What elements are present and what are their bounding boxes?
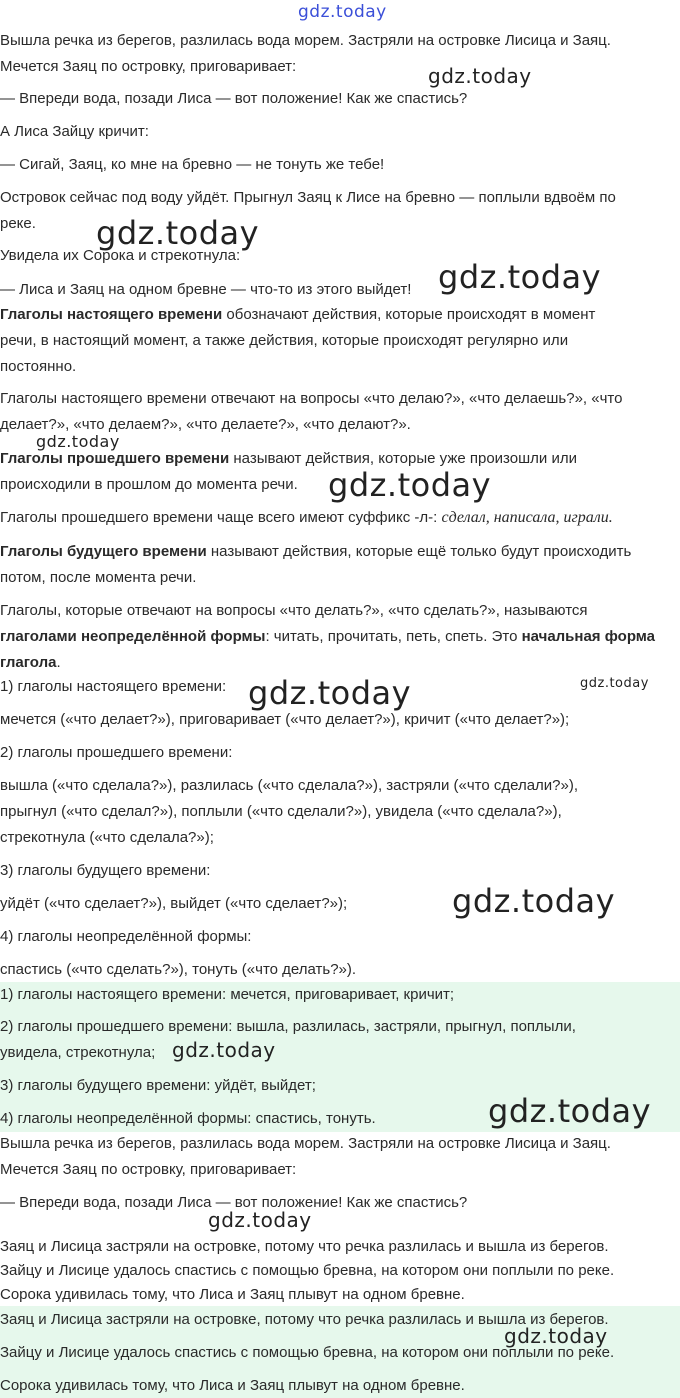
theory-line: Глаголы, которые отвечают на вопросы «что делать?», «что сделать?», называются [0, 602, 588, 619]
period: . [56, 654, 61, 671]
watermark: gdz.today [504, 1324, 608, 1348]
watermark: gdz.today [248, 674, 412, 712]
breakdown-line: 3) глаголы будущего времени: [0, 862, 211, 879]
watermark: gdz.today [488, 1092, 652, 1130]
past-tense-term: Глаголы прошедшего времени [0, 450, 230, 467]
theory-future-line [0, 542, 631, 562]
initial-form-term-end: глагола [0, 654, 57, 671]
suffix-text: Глаголы прошедшего времени чаще всего имеют суффикс -л-: [0, 509, 442, 526]
story-line: Мечется Заяц по островку, приговаривает: [0, 58, 297, 75]
watermark: gdz.today [428, 64, 532, 88]
watermark: gdz.today [328, 466, 492, 504]
story-repeat-line: Вышла речка из берегов, разлилась вода морем. Застряли на островке Лисица и Заяц. [0, 1135, 611, 1152]
breakdown-line: уйдёт («что сделает?»), выйдет («что сделает?»); [0, 895, 348, 912]
breakdown-line: прыгнул («что сделал?»), поплыли («что сделали?»), увидела («что сделала?»), [0, 803, 562, 820]
theory-present-line [0, 305, 595, 325]
watermark: gdz.today [452, 882, 616, 920]
theory-line: постоянно. [0, 358, 77, 375]
infinitive-text: : читать, прочитать, петь, спеть. Это [265, 628, 522, 645]
watermark: gdz.today [438, 258, 602, 296]
story-line: реке. [0, 215, 36, 232]
present-tense-text: обозначают действия, которые происходят в момент [222, 306, 596, 323]
answer-line: 1) глаголы настоящего времени: мечется, приговаривает, кричит; [0, 986, 455, 1003]
breakdown-line: мечется («что делает?»), приговаривает («что делает?»), кричит («что делает?»); [0, 711, 570, 728]
summary-line: Сорока удивилась тому, что Лиса и Заяц плывут на одном бревне. [0, 1286, 465, 1303]
future-tense-term: Глаголы будущего времени [0, 543, 207, 560]
answer-line: 4) глаголы неопределённой формы: спастись, тонуть. [0, 1110, 376, 1127]
watermark: gdz.today [208, 1208, 312, 1232]
theory-infinitive-line-2 [0, 653, 61, 673]
watermark: gdz.today [298, 2, 387, 22]
story-line: А Лиса Зайцу кричит: [0, 123, 149, 140]
story-line: — Впереди вода, позади Лиса — вот положение! Как же спастись? [0, 90, 468, 107]
breakdown-line: спастись («что сделать?»), тонуть («что делать?»). [0, 961, 357, 978]
future-tense-text: называют действия, которые ещё только будут происходить [206, 543, 632, 560]
watermark: gdz.today [172, 1038, 276, 1062]
watermark: gdz.today [96, 214, 260, 252]
present-tense-term: Глаголы настоящего времени [0, 306, 223, 323]
breakdown-line: 1) глаголы настоящего времени: [0, 678, 227, 695]
initial-form-term: начальная форма [521, 628, 656, 645]
story-line: Островок сейчас под воду уйдёт. Прыгнул Заяц к Лисе на бревно — поплыли вдвоём по [0, 189, 616, 206]
infinitive-term: глаголами неопределённой формы [0, 628, 266, 645]
summary-line: Зайцу и Лисице удалось спастись с помощью бревна, на котором они поплыли по реке. [0, 1262, 615, 1279]
theory-suffix-line [0, 508, 613, 528]
breakdown-line: вышла («что сделала?»), разлилась («что сделала?»), застряли («что сделали?»), [0, 777, 579, 794]
breakdown-line: 4) глаголы неопределённой формы: [0, 928, 252, 945]
suffix-examples: сделал, написала, играли. [441, 509, 613, 526]
theory-line: Глаголы настоящего времени отвечают на вопросы «что делаю?», «что делаешь?», «что [0, 390, 623, 407]
watermark: gdz.today [580, 676, 649, 691]
breakdown-line: 2) глаголы прошедшего времени: [0, 744, 233, 761]
story-line: Увидела их Сорока и стрекотнула: [0, 247, 241, 264]
story-line: Вышла речка из берегов, разлилась вода морем. Застряли на островке Лисица и Заяц. [0, 32, 611, 49]
watermark: gdz.today [36, 432, 120, 451]
answer-line: 2) глаголы прошедшего времени: вышла, разлилась, застряли, прыгнул, поплыли, [0, 1018, 576, 1035]
theory-line: потом, после момента речи. [0, 569, 197, 586]
answer-line: Зайцу и Лисице удалось спастись с помощью бревна, на котором они поплыли по реке. [0, 1344, 615, 1361]
story-repeat-line: — Впереди вода, позади Лиса — вот положение! Как же спастись? [0, 1194, 468, 1211]
summary-line: Заяц и Лисица застряли на островке, потому что речка разлилась и вышла из берегов. [0, 1238, 609, 1255]
past-tense-text: называют действия, которые уже произошли или [229, 450, 577, 467]
breakdown-line: стрекотнула («что сделала?»); [0, 829, 214, 846]
story-line: — Лиса и Заяц на одном бревне — что-то из этого выйдет! [0, 281, 412, 298]
theory-line: происходили в прошлом до момента речи. [0, 476, 298, 493]
answer-line: Сорока удивилась тому, что Лиса и Заяц плывут на одном бревне. [0, 1377, 465, 1394]
theory-infinitive-line [0, 627, 655, 647]
theory-line: речи, в настоящий момент, а также действия, которые происходят регулярно или [0, 332, 569, 349]
answer-line: увидела, стрекотнула; [0, 1044, 156, 1061]
story-repeat-line: Мечется Заяц по островку, приговаривает: [0, 1161, 297, 1178]
theory-line: делает?», «что делаем?», «что делаете?», «что делают?». [0, 416, 411, 433]
story-line: — Сигай, Заяц, ко мне на бревно — не тонуть же тебе! [0, 156, 385, 173]
answer-line: Заяц и Лисица застряли на островке, потому что речка разлилась и вышла из берегов. [0, 1311, 609, 1328]
answer-line: 3) глаголы будущего времени: уйдёт, выйдет; [0, 1077, 316, 1094]
